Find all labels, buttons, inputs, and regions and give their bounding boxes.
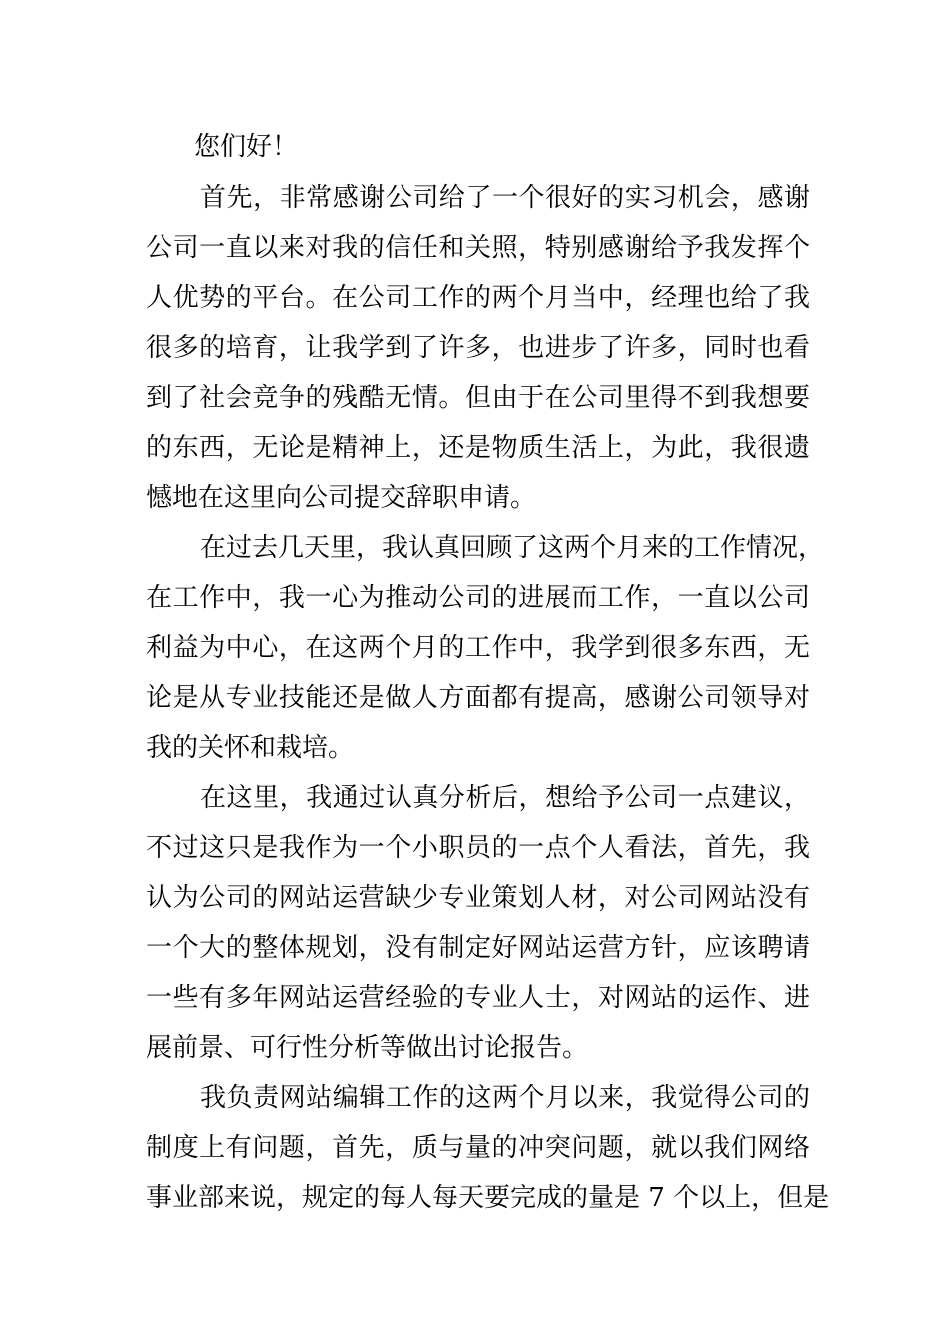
paragraph-1-line-4: 很多的培育，让我学到了许多，也进步了许多，同时也看 xyxy=(146,333,810,363)
paragraph-1-line-7: 憾地在这里向公司提交辞职申请。 xyxy=(146,483,537,513)
paragraph-1-line-6: 的东西，无论是精神上，还是物质生活上，为此，我很遗 xyxy=(146,433,810,463)
paragraph-2-line-5: 我的关怀和栽培。 xyxy=(146,733,355,763)
paragraph-4-line-3: 事业部来说，规定的每人每天要完成的量是 7 个以上，但是 xyxy=(146,1183,830,1213)
paragraph-3-line-3: 认为公司的网站运营缺少专业策划人材，对公司网站没有 xyxy=(146,883,810,913)
paragraph-2-line-2: 在工作中，我一心为推动公司的进展而工作，一直以公司 xyxy=(146,583,810,613)
paragraph-2-line-1: 在过去几天里，我认真回顾了这两个月来的工作情况， xyxy=(200,533,825,563)
paragraph-3-line-4: 一个大的整体规划，没有制定好网站运营方针，应该聘请 xyxy=(146,933,810,963)
greeting: 您们好！ xyxy=(194,132,299,162)
paragraph-4-line-1: 我负责网站编辑工作的这两个月以来，我觉得公司的 xyxy=(200,1083,810,1113)
paragraph-1-line-5: 到了社会竞争的残酷无情。但由于在公司里得不到我想要 xyxy=(146,383,810,413)
paragraph-1-line-1: 首先，非常感谢公司给了一个很好的实习机会，感谢 xyxy=(200,183,810,213)
paragraph-1-line-3: 人优势的平台。在公司工作的两个月当中，经理也给了我 xyxy=(146,283,810,313)
paragraph-2-line-4: 论是从专业技能还是做人方面都有提高，感谢公司领导对 xyxy=(146,683,810,713)
paragraph-3-line-2: 不过这只是我作为一个小职员的一点个人看法，首先，我 xyxy=(146,833,810,863)
paragraph-3-line-6: 展前景、可行性分析等做出讨论报告。 xyxy=(146,1033,589,1063)
paragraph-2-line-3: 利益为中心，在这两个月的工作中，我学到很多东西，无 xyxy=(146,633,810,663)
paragraph-3-line-5: 一些有多年网站运营经验的专业人士，对网站的运作、进 xyxy=(146,983,810,1013)
paragraph-4-line-2: 制度上有问题，首先，质与量的冲突问题，就以我们网络 xyxy=(146,1133,810,1163)
paragraph-1-line-2: 公司一直以来对我的信任和关照，特别感谢给予我发挥个 xyxy=(146,233,810,263)
paragraph-3-line-1: 在这里，我通过认真分析后，想给予公司一点建议， xyxy=(200,783,810,813)
